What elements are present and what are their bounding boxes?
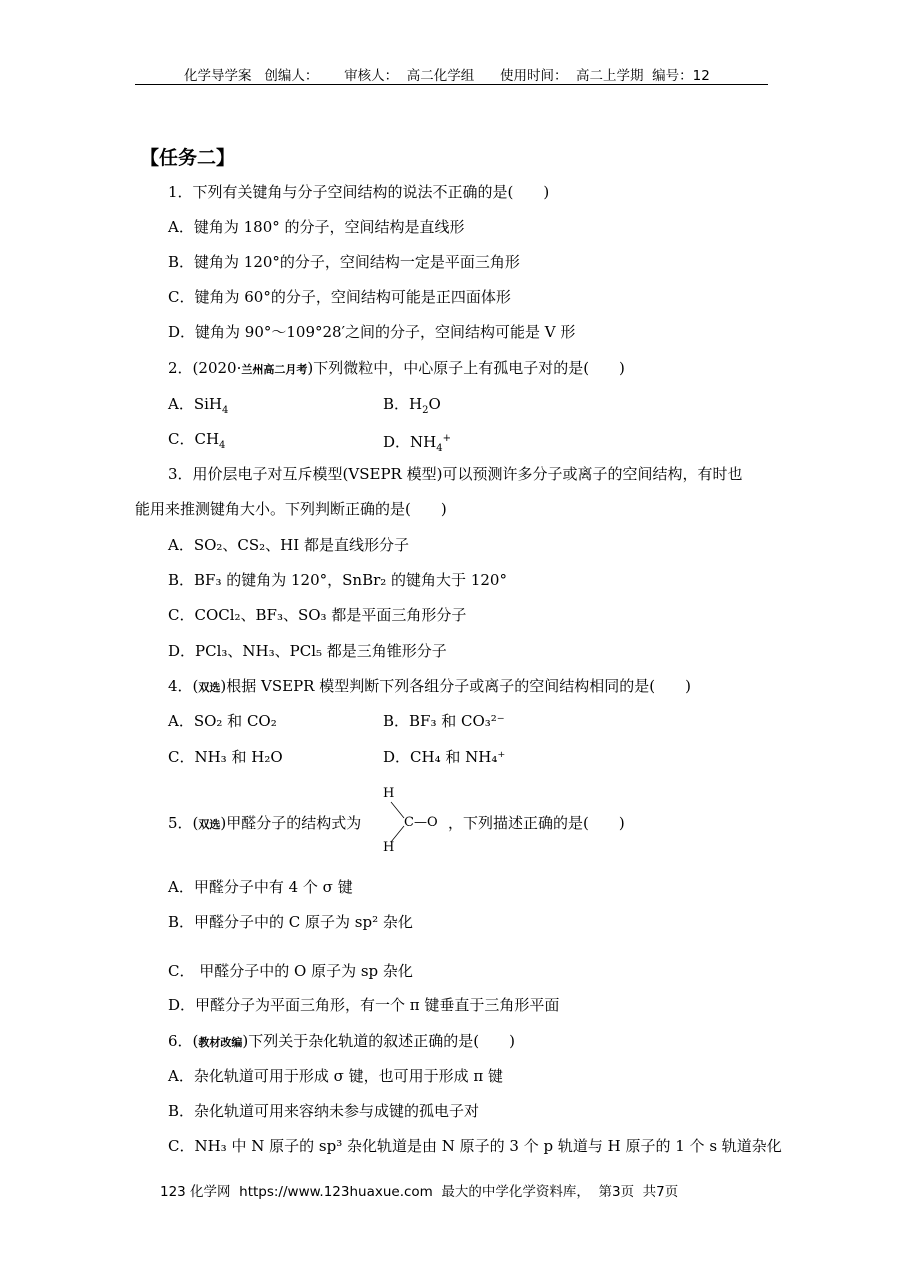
q3-stem-line2: 能用来推测键角大小。下列判断正确的是( ) <box>135 500 447 518</box>
q4-tag: 双选 <box>198 681 221 694</box>
header-rule <box>135 84 768 85</box>
q1-option-a: A．键角为 180° 的分子，空间结构是直线形 <box>168 218 465 236</box>
page-header: 化学导学案 创编人： 审核人： 高二化学组 使用时间： 高二上学期 编号：12 <box>184 68 710 84</box>
q3-option-c: C．COCl₂、BF₃、SO₃ 都是平面三角形分子 <box>168 606 467 624</box>
q2-source-tag: 兰州高二月考 <box>241 363 308 376</box>
q2-option-d: D．$NH_4^+$ <box>383 433 451 454</box>
q4-option-a: A．SO₂ 和 CO₂ <box>168 712 277 730</box>
q3-option-a: A．SO₂、CS₂、HI 都是直线形分子 <box>168 536 409 554</box>
q6-option-a: A．杂化轨道可用于形成 σ 键，也可用于形成 π 键 <box>168 1067 504 1085</box>
q4-stem: 4．(双选)根据 VSEPR 模型判断下列各组分子或离子的空间结构相同的是( ) <box>168 677 691 695</box>
formaldehyde-co: C—O <box>404 815 438 830</box>
q1-option-c: C．键角为 60°的分子，空间结构可能是正四面体形 <box>168 288 511 306</box>
q5-option-a: A．甲醛分子中有 4 个 σ 键 <box>168 878 353 896</box>
q2-option-b: B．$H_2O$ <box>383 395 441 416</box>
page-footer: 123 化学网 https://www.123huaxue.com 最大的中学化学资料库， 第3页 共7页 <box>160 1184 679 1200</box>
q1-option-b: B．键角为 120°的分子，空间结构一定是平面三角形 <box>168 253 520 271</box>
q4-option-b: B．BF₃ 和 CO₃²⁻ <box>383 712 505 730</box>
q3-option-b: B．BF₃ 的键角为 120°，SnBr₂ 的键角大于 120° <box>168 571 507 589</box>
q5-option-d: D．甲醛分子为平面三角形，有一个 π 键垂直于三角形平面 <box>168 996 560 1014</box>
q4-option-d: D．CH₄ 和 NH₄⁺ <box>383 748 506 766</box>
q6-tag: 教材改编 <box>198 1036 243 1049</box>
q2-stem <box>168 358 625 380</box>
q5-tag: 双选 <box>198 818 221 831</box>
q2-number: 2．(2020· <box>168 359 242 377</box>
q5-stem-end: ，下列描述正确的是( ) <box>448 814 625 832</box>
q2-option-c: C．$CH_4$ <box>168 430 226 451</box>
q5-option-b: B．甲醛分子中的 C 原子为 sp² 杂化 <box>168 913 413 931</box>
q2-stem-text: )下列微粒中，中心原子上有孤电子对的是( ) <box>307 359 625 377</box>
q6-stem: 6．(教材改编)下列关于杂化轨道的叙述正确的是( ) <box>168 1032 515 1050</box>
q6-option-c: C．NH₃ 中 N 原子的 sp³ 杂化轨道是由 N 原子的 3 个 p 轨道与 H 原子的 1 个 s 轨道杂化 <box>168 1137 782 1155</box>
q1-stem: 1．下列有关键角与分子空间结构的说法不正确的是( ) <box>168 183 550 201</box>
q5-option-c: C． 甲醛分子中的 O 原子为 sp 杂化 <box>168 962 413 980</box>
q3-option-d: D．PCl₃、NH₃、PCl₅ 都是三角锥形分子 <box>168 642 447 660</box>
formaldehyde-bonds <box>388 800 408 844</box>
q3-stem-line1: 3．用价层电子对互斥模型(VSEPR 模型)可以预测许多分子或离子的空间结构，有时也 <box>168 465 743 483</box>
formaldehyde-h-top: H <box>383 786 395 801</box>
q4-option-c: C．NH₃ 和 H₂O <box>168 748 283 766</box>
q2-option-a: A．SiH$_4$ <box>168 395 229 416</box>
q1-option-d: D．键角为 90°～109°28′之间的分子，空间结构可能是 V 形 <box>168 323 576 341</box>
q6-option-b: B．杂化轨道可用来容纳未参与成键的孤电子对 <box>168 1102 480 1120</box>
q5-stem: 5．(双选)甲醛分子的结构式为 <box>168 814 362 832</box>
formaldehyde-h-bottom: H <box>383 840 395 855</box>
task-title: 【任务二】 <box>140 147 236 169</box>
